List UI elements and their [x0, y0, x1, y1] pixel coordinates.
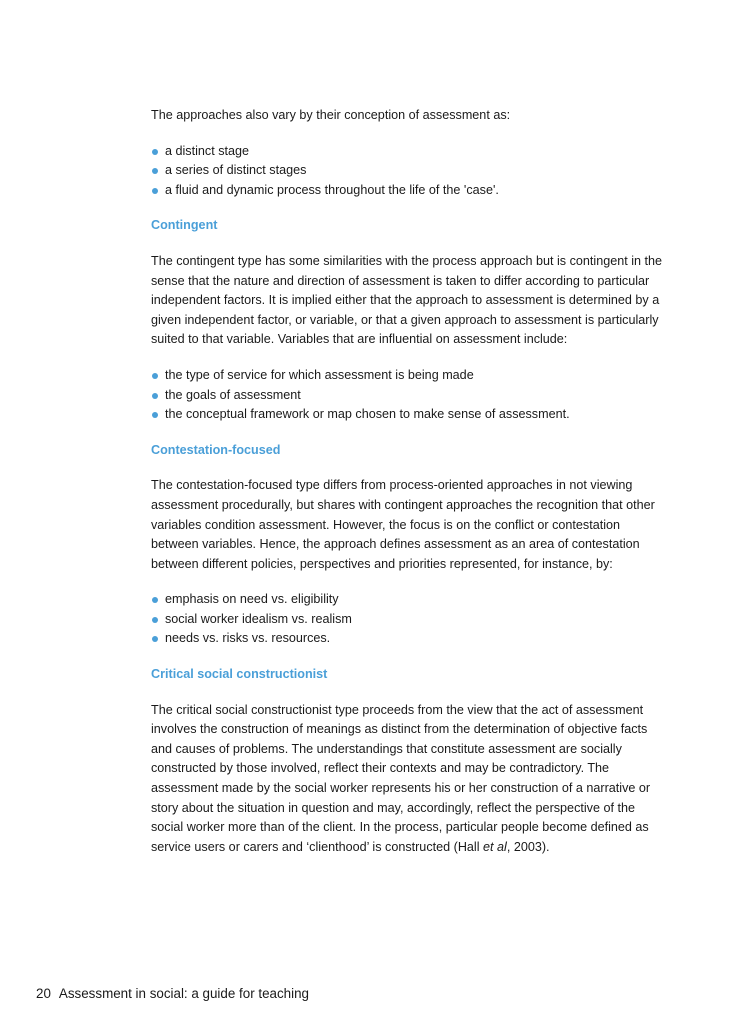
bullet-icon [152, 149, 158, 155]
section-heading-contingent: Contingent [151, 218, 218, 233]
section-heading-critical: Critical social constructionist [151, 667, 328, 682]
intro-paragraph: The approaches also vary by their conception of assessment as: [151, 108, 511, 122]
bullet-icon [152, 617, 158, 623]
page-content [151, 106, 666, 857]
list-item [151, 142, 666, 162]
list-item-text: a fluid and dynamic process throughout the life of the 'case'. [165, 182, 499, 197]
section-heading-contestation: Contestation-focused [151, 442, 281, 457]
list-item-text: social worker idealism vs. realism [165, 611, 352, 626]
contingent-bullet-list [151, 366, 666, 425]
contestation-bullet-list [151, 590, 666, 649]
list-item-text: the type of service for which assessment is being made [165, 367, 474, 382]
page-number: 20 [36, 986, 51, 1001]
bullet-icon [152, 373, 158, 379]
list-item-text: emphasis on need vs. eligibility [165, 592, 339, 607]
list-item [151, 405, 666, 425]
citation-year: , 2003). [506, 839, 550, 854]
list-item-text: a distinct stage [165, 143, 250, 158]
intro-bullet-list [151, 142, 666, 201]
critical-paragraph [151, 701, 666, 858]
list-item-text: the goals of assessment [165, 387, 301, 402]
list-item-text: the conceptual framework or map chosen to make sense of assessment. [165, 407, 570, 422]
footer-title: Assessment in social: a guide for teaching [58, 986, 309, 1001]
page-footer [36, 986, 309, 1001]
critical-paragraph-text: The critical social constructionist type proceeds from the view that the act of assessment involves the construction of meanings as distinct from the determination of objective facts and causes of problems. The understandings that constitute assessment are socially constructed by those involved, reflect their contexts and may be contradictory. The assessment made by the social worker represents his or her construction of a narrative or story about the situation in question and may, accordingly, reflect the perspective of the social worker more than of the client. In the process, particular people become defined as service users or carers and ‘clienthood’ is constructed (Hall [151, 702, 651, 854]
list-item [151, 386, 666, 406]
contestation-paragraph: The contestation-focused type differs from process-oriented approaches in not viewing assessment procedurally, but shares with contingent approaches the recognition that other variables condition assessment. However, the focus is on the conflict or contestation between variables. Hence, the approach defines assessment as an area of contestation between different policies, perspectives and priorities represented, for instance, by: [151, 478, 655, 571]
bullet-icon [152, 168, 158, 174]
list-item-text: a series of distinct stages [165, 163, 307, 178]
list-item [151, 610, 666, 630]
list-item [151, 629, 666, 649]
bullet-icon [152, 636, 158, 642]
list-item-text: needs vs. risks vs. resources. [165, 631, 331, 646]
list-item [151, 181, 666, 201]
list-item [151, 590, 666, 610]
citation-et-al: et al [483, 839, 507, 854]
list-item [151, 366, 666, 386]
bullet-icon [152, 393, 158, 399]
contingent-paragraph: The contingent type has some similarities with the process approach but is contingent in the sense that the nature and direction of assessment is taken to differ according to particular independent factors. It is implied either that the approach to assessment is determined by a given independent factor, or variable, or that a given approach to assessment is particularly suited to that variable. Variables that are influential on assessment include: [151, 253, 663, 347]
bullet-icon [152, 412, 158, 418]
list-item [151, 161, 666, 181]
bullet-icon [152, 188, 158, 194]
bullet-icon [152, 597, 158, 603]
